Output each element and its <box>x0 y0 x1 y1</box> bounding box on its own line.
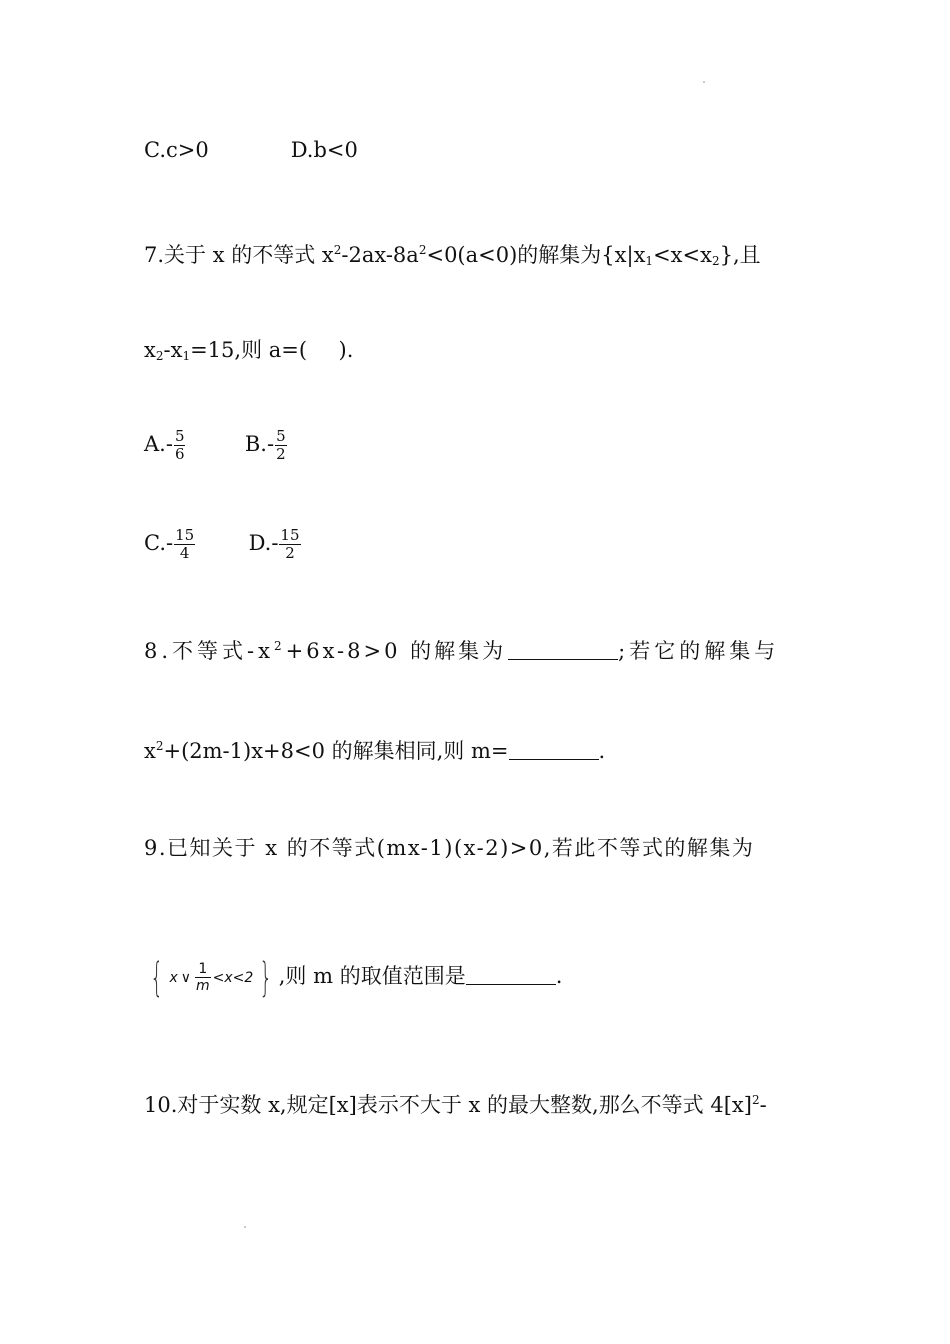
q7-option-b <box>244 427 287 463</box>
q9-text: ,则 m 的取值范围是 <box>278 964 466 988</box>
numerator: 5 <box>174 427 185 445</box>
q7-text: },且 <box>719 243 761 267</box>
fraction <box>275 428 287 463</box>
denominator: 6 <box>174 445 185 463</box>
q6-option-d: D.b<0 <box>290 138 358 162</box>
q7-text: <x<x <box>653 243 712 267</box>
q8-text: +(2m-1)x+8<0 的解集相同,则 m= <box>163 739 509 763</box>
numerator: 15 <box>280 526 300 544</box>
answer-blank[interactable] <box>466 964 556 985</box>
q8-stem-line2 <box>144 732 605 765</box>
exponent: 2 <box>155 739 164 753</box>
subscript: 1 <box>645 254 654 268</box>
q7-option-c <box>144 526 202 562</box>
numerator: 1 <box>195 961 211 978</box>
q7-stem-line2 <box>144 336 353 370</box>
q7-text: =15,则 a=( ). <box>190 338 354 362</box>
denominator: m <box>196 978 210 994</box>
answer-blank[interactable] <box>509 739 599 760</box>
q8-text: ;若它的解集与 <box>618 639 780 663</box>
fraction <box>174 527 195 562</box>
q10-stem-line1 <box>144 1086 767 1119</box>
q7-options-ab <box>144 428 287 463</box>
q7-text: 7.关于 x 的不等式 x <box>144 243 334 267</box>
numerator: 5 <box>276 427 286 445</box>
q7-option-a <box>144 427 192 463</box>
subscript: 1 <box>182 349 191 363</box>
q8-text: x <box>144 739 156 763</box>
fraction <box>195 961 211 994</box>
scan-speck <box>244 1226 246 1228</box>
exponent: 2 <box>333 243 342 257</box>
fraction <box>174 428 186 463</box>
denominator: 4 <box>179 544 190 562</box>
q7-options-cd <box>144 527 301 562</box>
left-brace: { <box>150 954 164 1001</box>
exponent: 2 <box>751 1093 760 1107</box>
q9-stem-line2 <box>144 954 563 1001</box>
q8-text: . <box>598 739 606 763</box>
q6-options-cd <box>144 136 358 164</box>
option-label: A.- <box>144 432 173 456</box>
q7-stem-line1 <box>144 236 761 275</box>
q7-text: x <box>144 338 156 362</box>
subscript: 2 <box>711 254 720 268</box>
q10-text: - <box>759 1093 767 1117</box>
scan-speck <box>703 81 705 83</box>
answer-blank[interactable] <box>508 639 618 660</box>
right-brace: } <box>259 954 273 1001</box>
option-label: D.- <box>248 531 279 555</box>
q9-stem-line1 <box>144 834 754 862</box>
or-symbol: ∨ <box>180 969 191 986</box>
subscript: 2 <box>155 349 164 363</box>
q8-text: +6x-8>0 的解集为 <box>285 639 507 663</box>
q8-text: 8.不等式-x <box>144 639 274 663</box>
q7-text: -x <box>163 338 183 362</box>
set-variable: x <box>169 969 178 986</box>
denominator: 2 <box>276 445 286 463</box>
solution-set <box>144 954 279 1001</box>
numerator: 15 <box>175 526 195 544</box>
q10-text: 10.对于实数 x,规定[x]表示不大于 x 的最大整数,那么不等式 4[x] <box>144 1093 752 1117</box>
q7-text: -2ax-8a <box>341 243 419 267</box>
q7-option-d <box>248 526 301 562</box>
denominator: 2 <box>285 544 295 562</box>
option-label: C.- <box>144 531 174 555</box>
q8-stem-line1 <box>144 632 779 665</box>
exponent: 2 <box>273 639 286 653</box>
fraction <box>279 527 300 562</box>
q6-option-c: C.c>0 <box>144 138 209 162</box>
option-label: B.- <box>244 432 275 456</box>
exponent: 2 <box>418 243 427 257</box>
q7-text: <0(a<0)的解集为{x|x <box>426 243 646 267</box>
q9-text: 9.已知关于 x 的不等式(mx-1)(x-2)>0,若此不等式的解集为 <box>144 836 755 860</box>
set-condition: <x<2 <box>212 969 254 986</box>
q9-text: . <box>555 964 563 988</box>
